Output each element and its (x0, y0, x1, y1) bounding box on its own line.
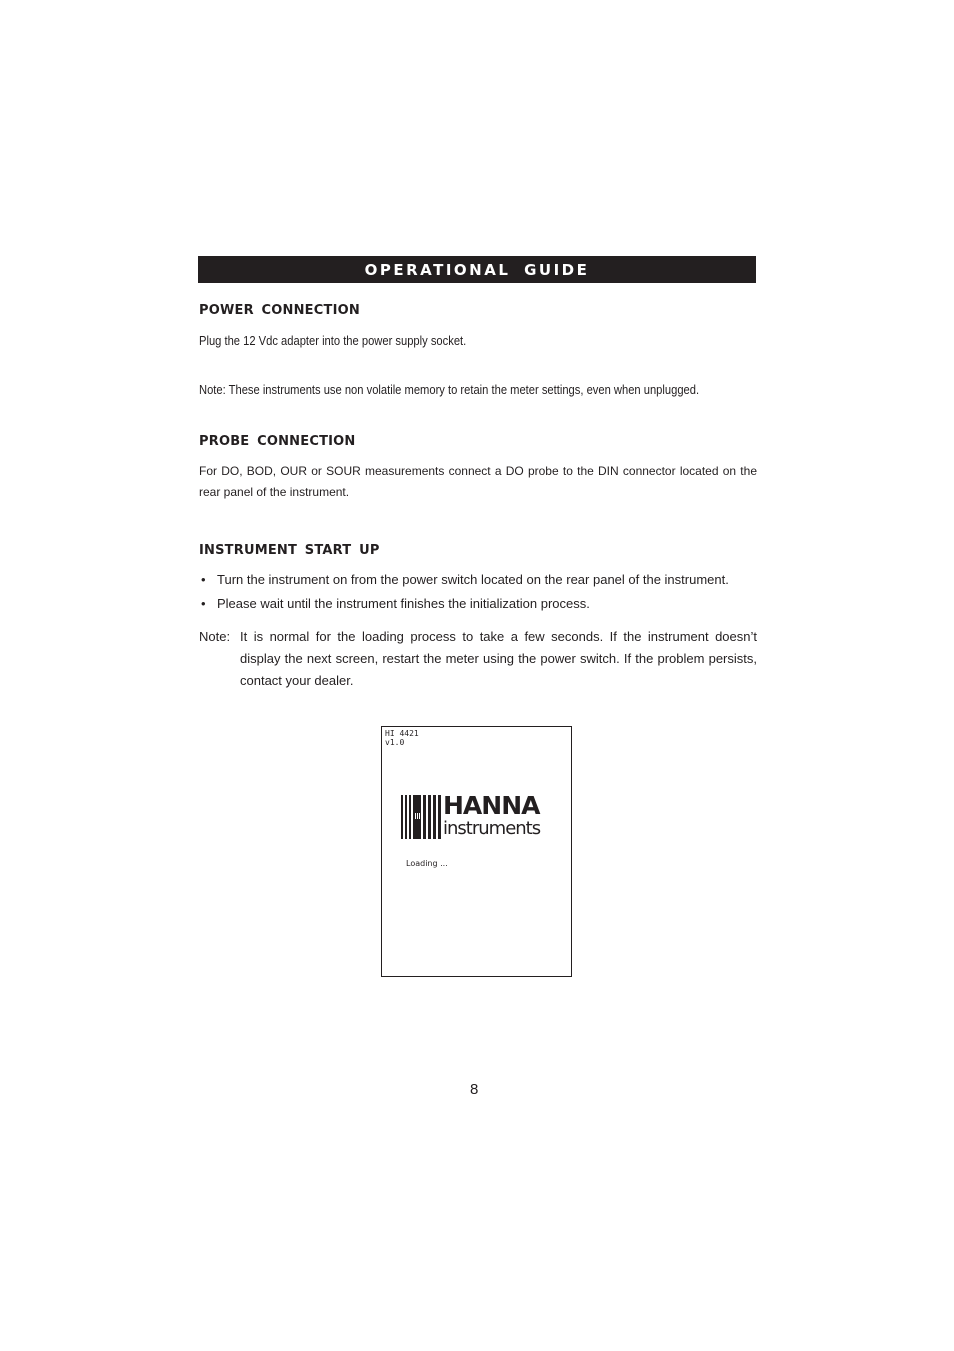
list-item: • Please wait until the instrument finishes the initialization process. (199, 592, 759, 616)
probe-connection-text: For DO, BOD, OUR or SOUR measurements connect a DO probe to the DIN connector located on the rear panel of the instrument. (199, 464, 757, 499)
power-connection-heading: POWER CONNECTION (199, 303, 360, 318)
section-title: OPERATIONAL GUIDE (364, 260, 590, 279)
logo-subtitle: instruments (443, 818, 541, 839)
power-note-text: These instruments use non volatile memory to retain the meter settings, even when unplugged. (228, 382, 700, 397)
startup-bullet-list (199, 568, 759, 616)
startup-note-text: It is normal for the loading process to take a few seconds. If the instrument doesn’t display the next screen, restart the meter using the power switch. If the problem persists, contact your dealer. (240, 629, 757, 688)
power-connection-text: Plug the 12 Vdc adapter into the power supply socket. (199, 333, 467, 348)
probe-connection-heading: PROBE CONNECTION (199, 434, 356, 449)
section-banner (198, 256, 756, 283)
display-version: v1.0 (385, 738, 405, 747)
page-number: 8 (470, 1081, 479, 1098)
startup-heading: INSTRUMENT START UP (199, 543, 380, 558)
list-item: • Turn the instrument on from the power switch located on the rear panel of the instrument. (199, 568, 759, 592)
display-model: HI 4421 (385, 729, 419, 738)
startup-note (199, 626, 757, 692)
logo-wordmark: HANNA (443, 791, 540, 820)
startup-note-label: Note: (199, 629, 231, 644)
power-note-label: Note: (199, 382, 226, 397)
loading-text: Loading ... (406, 859, 448, 868)
instrument-display (381, 726, 572, 977)
power-note (199, 379, 758, 400)
hanna-logo-icon (401, 795, 441, 839)
